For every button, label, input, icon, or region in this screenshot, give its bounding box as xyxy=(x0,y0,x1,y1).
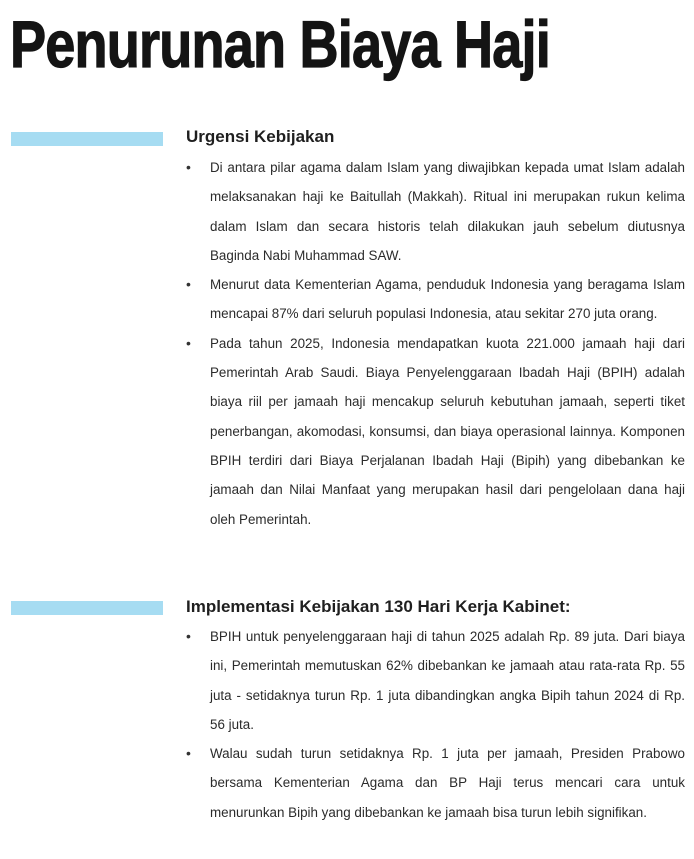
bullet-icon: • xyxy=(186,745,191,762)
bullet-text: Pada tahun 2025, Indonesia mendapatkan kuota 221.000 jamaah haji dari Pemerintah Arab Saudi. Biaya Penyelenggaraan Ibadah Haji (BPIH) adalah biaya riil per jamaah haji mencakup seluruh kebutuhan jamaah, seperti tiket penerbangan, akomodasi, konsumsi, dan biaya operasional lainnya. Komponen BPIH terdiri dari Biaya Perjalanan Ibadah Haji (Bipih) yang dibebankan ke jamaah dan Nilai Manfaat yang merupakan hasil dari pengelolaan dana haji oleh Pemerintah. xyxy=(210,335,685,527)
bullet-text: BPIH untuk penyelenggaraan haji di tahun 2025 adalah Rp. 89 juta. Dari biaya ini, Pemerintah memutuskan 62% dibebankan ke jamaah atau rata-rata Rp. 55 juta - setidaknya turun Rp. 1 juta dibandingkan angka Bipih tahun 2024 di Rp. 56 juta. xyxy=(210,629,685,732)
bullet-icon: • xyxy=(186,334,191,351)
list-item xyxy=(186,270,685,329)
list-item xyxy=(186,329,685,534)
bullet-icon: • xyxy=(186,159,191,175)
bullet-icon: • xyxy=(186,276,191,293)
bullet-icon: • xyxy=(186,628,191,644)
list-item xyxy=(186,153,685,270)
section-heading-urgensi: Urgensi Kebijakan xyxy=(186,127,335,146)
bullet-list-implementasi xyxy=(186,622,685,827)
bullet-list-urgensi xyxy=(186,153,685,534)
page-title: Penurunan Biaya Haji xyxy=(10,7,550,81)
section-heading-implementasi: Implementasi Kebijakan 130 Hari Kerja Kabinet: xyxy=(186,597,571,616)
bullet-text: Menurut data Kementerian Agama, penduduk Indonesia yang beragama Islam mencapai 87% dari seluruh populasi Indonesia, atau sekitar 270 juta orang. xyxy=(210,277,685,322)
list-item xyxy=(186,622,685,739)
section-accent-bar xyxy=(11,132,163,146)
section-accent-bar xyxy=(11,601,163,615)
bullet-text: Di antara pilar agama dalam Islam yang diwajibkan kepada umat Islam adalah melaksanakan haji ke Baitullah (Makkah). Ritual ini merupakan rukun kelima dalam Islam dan secara historis telah dilakukan jauh sebelum diutusnya Baginda Nabi Muhammad SAW. xyxy=(210,160,685,263)
list-item xyxy=(186,739,685,827)
bullet-text: Walau sudah turun setidaknya Rp. 1 juta per jamaah, Presiden Prabowo bersama Kementerian Agama dan BP Haji terus mencari cara untuk menurunkan Bipih yang dibebankan ke jamaah bisa turun lebih signifikan. xyxy=(210,746,685,820)
